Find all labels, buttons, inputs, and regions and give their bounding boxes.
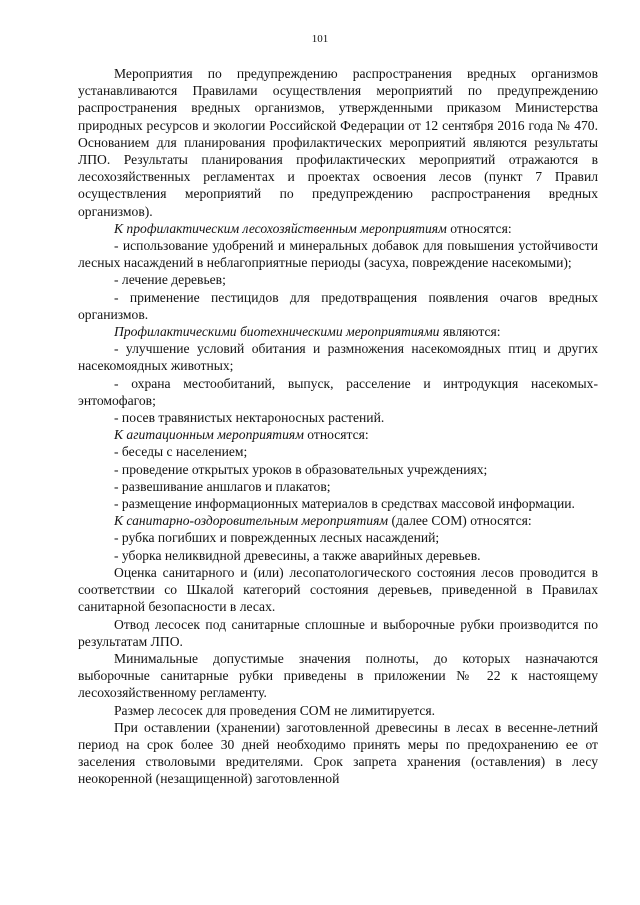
paragraph-text: являются:: [439, 324, 501, 340]
list-item: - проведение открытых уроков в образовательных учреждениях;: [114, 461, 488, 477]
paragraph-assessment: Оценка санитарного и (или) лесопатологического состояния лесов проводится в соответствии со Шкалой категорий состояния деревьев, приведенной в Правилах санитарной безопасности в лесах.: [78, 564, 598, 615]
list-item: - уборка неликвидной древесины, а также аварийных деревьев.: [114, 547, 481, 563]
paragraph-text: относятся:: [303, 427, 369, 443]
italic-term: Профилактическими биотехническими мероприятиями: [114, 324, 440, 340]
page-number: 101: [311, 33, 329, 45]
paragraph-intro: Мероприятия по предупреждению распространения вредных организмов устанавливаются Правилами осуществления мероприятий по предупреждению распространения вредных организмов, утвержденными приказом Министерства природных ресурсов и экологии Российской Федерации от 12 сентября 2016 года № 470. Основанием для планирования профилактических мероприятий являются результаты ЛПО. Результаты планирования профилактических мероприятий отражаются в лесохозяйственных регламентах и проектах освоения лесов (пункт 7 Правил осуществления мероприятий по предупреждению распространения вредных организмов).: [78, 66, 598, 219]
paragraph-biotech-heading: [78, 323, 598, 340]
list-item: - охрана местообитаний, выпуск, расселение и интродукция насекомых-энтомофагов;: [78, 375, 598, 408]
list-item: - развешивание аншлагов и плакатов;: [114, 478, 331, 494]
list-item: - улучшение условий обитания и размножения насекомоядных птиц и других насекомоядных животных;: [78, 341, 598, 374]
list-item: - беседы с населением;: [114, 444, 248, 460]
list-item: - лечение деревьев;: [114, 272, 226, 288]
paragraph-text: относятся:: [446, 220, 512, 236]
paragraph-sanitary-heading: [78, 512, 598, 529]
paragraph-lesokhoz-heading: [78, 220, 598, 237]
paragraph-storage: При оставлении (хранении) заготовленной древесины в лесах в весенне-летний период на срок более 30 дней необходимо принять меры по предохранению ее от заселения стволовыми вредителями. Срок запрета хранения (оставления) в лесу неокоренной (незащищенной) заготовленной: [78, 719, 598, 787]
paragraph-size: Размер лесосек для проведения СОМ не лимитируется.: [114, 702, 436, 718]
italic-term: К профилактическим лесохозяйственным мероприятиям: [114, 220, 447, 236]
list-item: - использование удобрений и минеральных добавок для повышения устойчивости лесных насаждений в неблагоприятные периоды (засуха, повреждение насекомыми);: [78, 238, 598, 271]
list-item: - рубка погибших и поврежденных лесных насаждений;: [114, 530, 440, 546]
paragraph-allotment: Отвод лесосек под санитарные сплошные и выборочные рубки производится по результатам ЛПО.: [78, 616, 598, 649]
italic-term: К агитационным мероприятиям: [114, 427, 304, 443]
list-item: - размещение информационных материалов в средствах массовой информации.: [114, 496, 575, 512]
paragraph-agitation-heading: [78, 426, 598, 443]
list-item: - посев травянистых нектароносных растений.: [114, 410, 385, 426]
list-item: - применение пестицидов для предотвращения появления очагов вредных организмов.: [78, 289, 598, 322]
paragraph-text: (далее СОМ) относятся:: [388, 513, 532, 529]
paragraph-minimum-density: Минимальные допустимые значения полноты, до которых назначаются выборочные санитарные рубки приведены в приложении № 22 к настоящему лесохозяйственному регламенту.: [78, 650, 598, 701]
italic-term: К санитарно-оздоровительным мероприятиям: [114, 513, 389, 529]
